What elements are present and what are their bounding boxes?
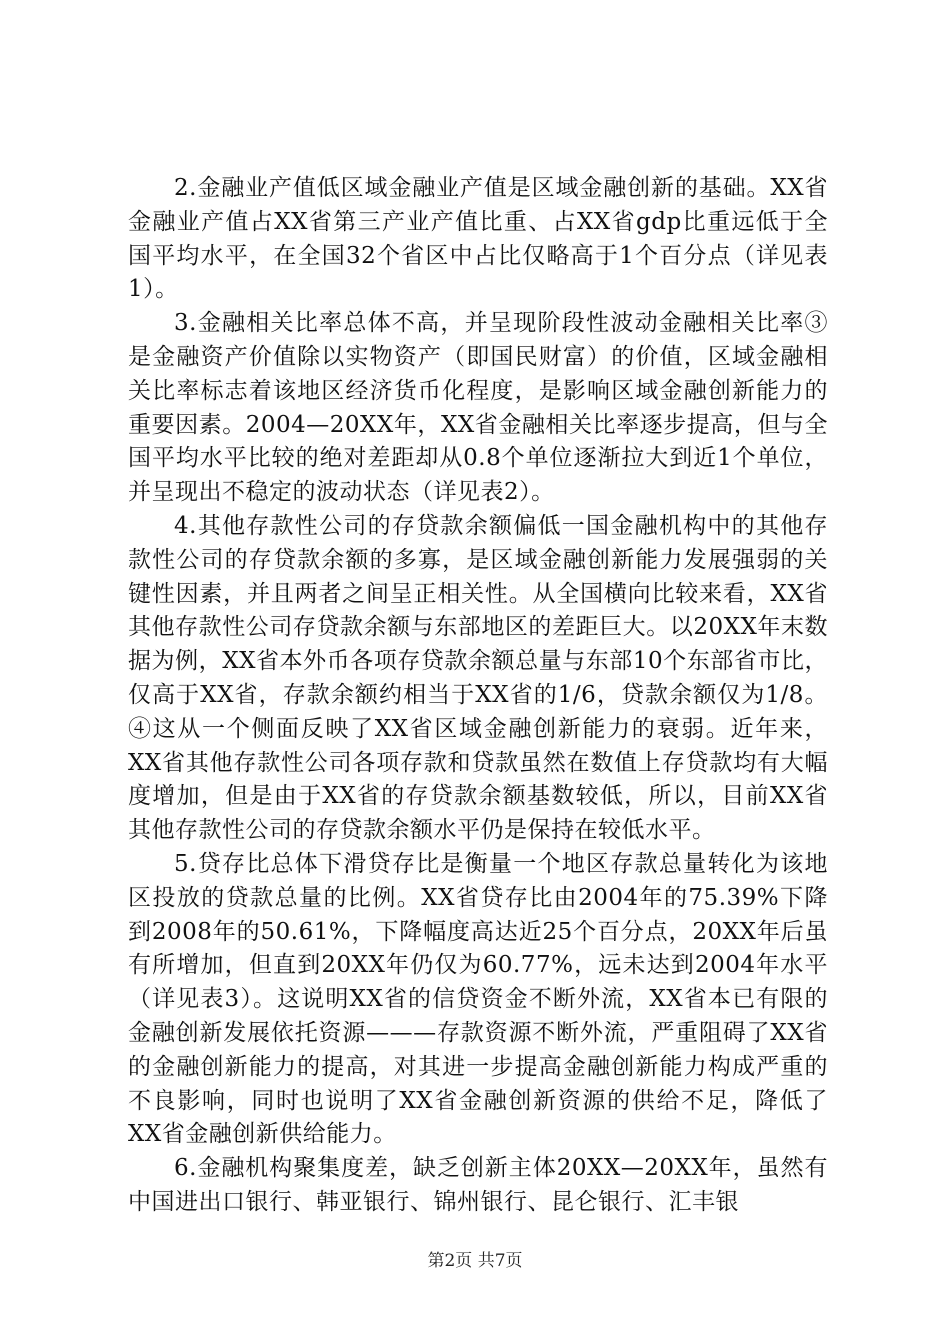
paragraph-4: 4.其他存款性公司的存贷款余额偏低一国金融机构中的其他存款性公司的存贷款余额的多寡，是区域金融创新能力发展强弱的关键性因素，并且两者之间呈正相关性。从全国横向比较来看，XX省其他存款性公司存贷款余额与东部地区的差距巨大。以20XX年末数据为例，XX省本外币各项存贷款余额总量与东部10个东部省市比，仅高于XX省，存款余额约相当于XX省的1/6，贷款余额仅为1/8。④这从一个侧面反映了XX省区域金融创新能力的衰弱。近年来，XX省其他存款性公司各项存款和贷款虽然在数值上存贷款均有大幅度增加，但是由于XX省的存贷款余额基数较低，所以，目前XX省其他存款性公司的存贷款余额水平仍是保持在较低水平。 [128,512,828,844]
paragraph-6: 6.金融机构聚集度差，缺乏创新主体20XX—20XX年，虽然有中国进出口银行、韩亚银行、锦州银行、昆仑银行、汇丰银 [128,1155,828,1215]
paragraph-2: 2.金融业产值低区域金融业产值是区域金融创新的基础。XX省金融业产值占XX省第三产业产值比重、占XX省gdp比重远低于全国平均水平，在全国32个省区中占比仅略高于1个百分点（详见表1）。 [128,175,828,303]
page-footer: 第2页 共7页 [427,1251,523,1271]
paragraph-3: 3.金融相关比率总体不高，并呈现阶段性波动金融相关比率③是金融资产价值除以实物资产（即国民财富）的价值，区域金融相关比率标志着该地区经济货币化程度，是影响区域金融创新能力的重要因素。2004—20XX年，XX省金融相关比率逐步提高，但与全国平均水平比较的绝对差距却从0.8个单位逐渐拉大到近1个单位，并呈现出不稳定的波动状态（详见表2）。 [128,310,828,506]
document-body [128,172,828,1220]
paragraph-5: 5.贷存比总体下滑贷存比是衡量一个地区存款总量转化为该地区投放的贷款总量的比例。XX省贷存比由2004年的75.39%下降到2008年的50.61%，下降幅度高达近25个百分点，20XX年后虽有所增加，但直到20XX年仍仅为60.77%，远未达到2004年水平（详见表3）。这说明XX省的信贷资金不断外流，XX省本已有限的金融创新发展依托资源———存款资源不断外流，严重阻碍了XX省的金融创新能力的提高，对其进一步提高金融创新能力构成严重的不良影响，同时也说明了XX省金融创新资源的供给不足，降低了XX省金融创新供给能力。 [128,850,828,1148]
